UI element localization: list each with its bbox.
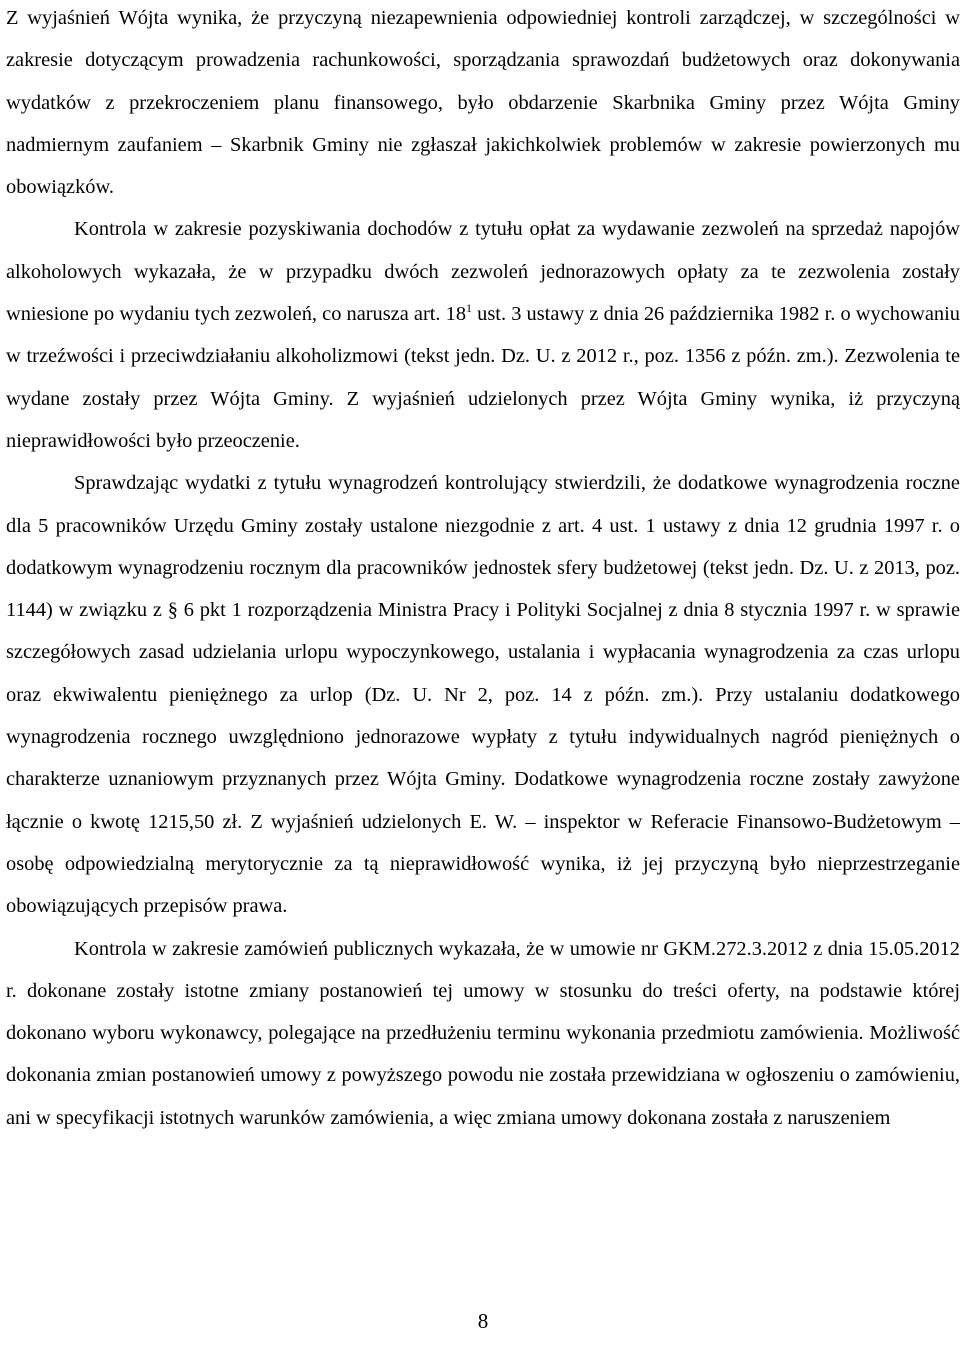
paragraph-alcohol-permits-text-end: ust. 3 ustawy z dnia 26 października 1982 r. o wychowaniu w trzeźwości i przeciwdziałaniu alkoholizmowi (tekst jedn. Dz. U. z 2012 r., poz. 1356 z późn. zm.). Zezwolenia te wydane zostały przez Wójta Gminy. Z wyjaśnień udzielonych przez Wójta Gminy wynika, iż przyczyną nieprawidłowości było przeoczenie.	[6, 303, 960, 452]
article-superscript: 1	[466, 301, 473, 316]
paragraph-salary-expenses: Sprawdzając wydatki z tytułu wynagrodzeń kontrolujący stwierdzili, że dodatkowe wynagrodzenia roczne dla 5 pracowników Urzędu Gminy zostały ustalone niezgodnie z art. 4 ust. 1 ustawy z dnia 12 grudnia 1997 r. o dodatkowym wynagrodzeniu rocznym dla pracowników jednostek sfery budżetowej (tekst jedn. Dz. U. z 2013, poz. 1144) w związku z § 6 pkt 1 rozporządzenia Ministra Pracy i Polityki Socjalnej z dnia 8 stycznia 1997 r. w sprawie szczegółowych zasad udzielania urlopu wypoczynkowego, ustalania i wypłacania wynagrodzenia za czas urlopu oraz ekwiwalentu pieniężnego za urlop (Dz. U. Nr 2, poz. 14 z późn. zm.). Przy ustalaniu dodatkowego wynagrodzenia rocznego uwzględniono jednorazowe wypłaty z tytułu indywidualnych nagród pieniężnych o charakterze uznaniowym przyznanych przez Wójta Gminy. Dodatkowe wynagrodzenia roczne zostały zawyżone łącznie o kwotę 1215,50 zł. Z wyjaśnień udzielonych E. W. – inspektor w Referacie Finansowo-Budżetowym – osobę odpowiedzialną merytorycznie za tą nieprawidłowość wynika, iż jej przyczyną było nieprzestrzeganie obowiązujących przepisów prawa.	[6, 472, 960, 918]
paragraph-alcohol-permits-text-start: Kontrola w zakresie pozyskiwania dochodów z tytułu opłat za wydawanie zezwoleń na sprzedaż napojów alkoholowych wykazała, że w przypadku dwóch zezwoleń jednorazowych opłaty za te zezwolenia zostały wniesione po wydaniu tych zezwoleń, co narusza art. 18	[6, 218, 960, 326]
document-page	[6, 0, 960, 1358]
page-number: 8	[477, 1309, 489, 1333]
paragraph-public-procurement: Kontrola w zakresie zamówień publicznych wykazała, że w umowie nr GKM.272.3.2012 z dnia 15.05.2012 r. dokonane zostały istotne zmiany postanowień tej umowy w stosunku do treści oferty, na podstawie której dokonano wyboru wykonawcy, polegające na przedłużeniu terminu wykonania przedmiotu zamówienia. Możliwość dokonania zmian postanowień umowy z powyższego powodu nie została przewidziana w ogłoszeniu o zamówieniu, ani w specyfikacji istotnych warunków zamówienia, a więc zmiana umowy dokonana została z naruszeniem	[6, 937, 960, 1129]
document-body	[6, 0, 960, 1139]
paragraph-wojt-explanation: Z wyjaśnień Wójta wynika, że przyczyną niezapewnienia odpowiedniej kontroli zarządczej, w szczególności w zakresie dotyczącym prowadzenia rachunkowości, sporządzania sprawozdań budżetowych oraz dokonywania wydatków z przekroczeniem planu finansowego, było obdarzenie Skarbnika Gminy przez Wójta Gminy nadmiernym zaufaniem – Skarbnik Gminy nie zgłaszał jakichkolwiek problemów w zakresie powierzonych mu obowiązków.	[6, 7, 960, 199]
paragraph-alcohol-permits	[6, 208, 960, 462]
